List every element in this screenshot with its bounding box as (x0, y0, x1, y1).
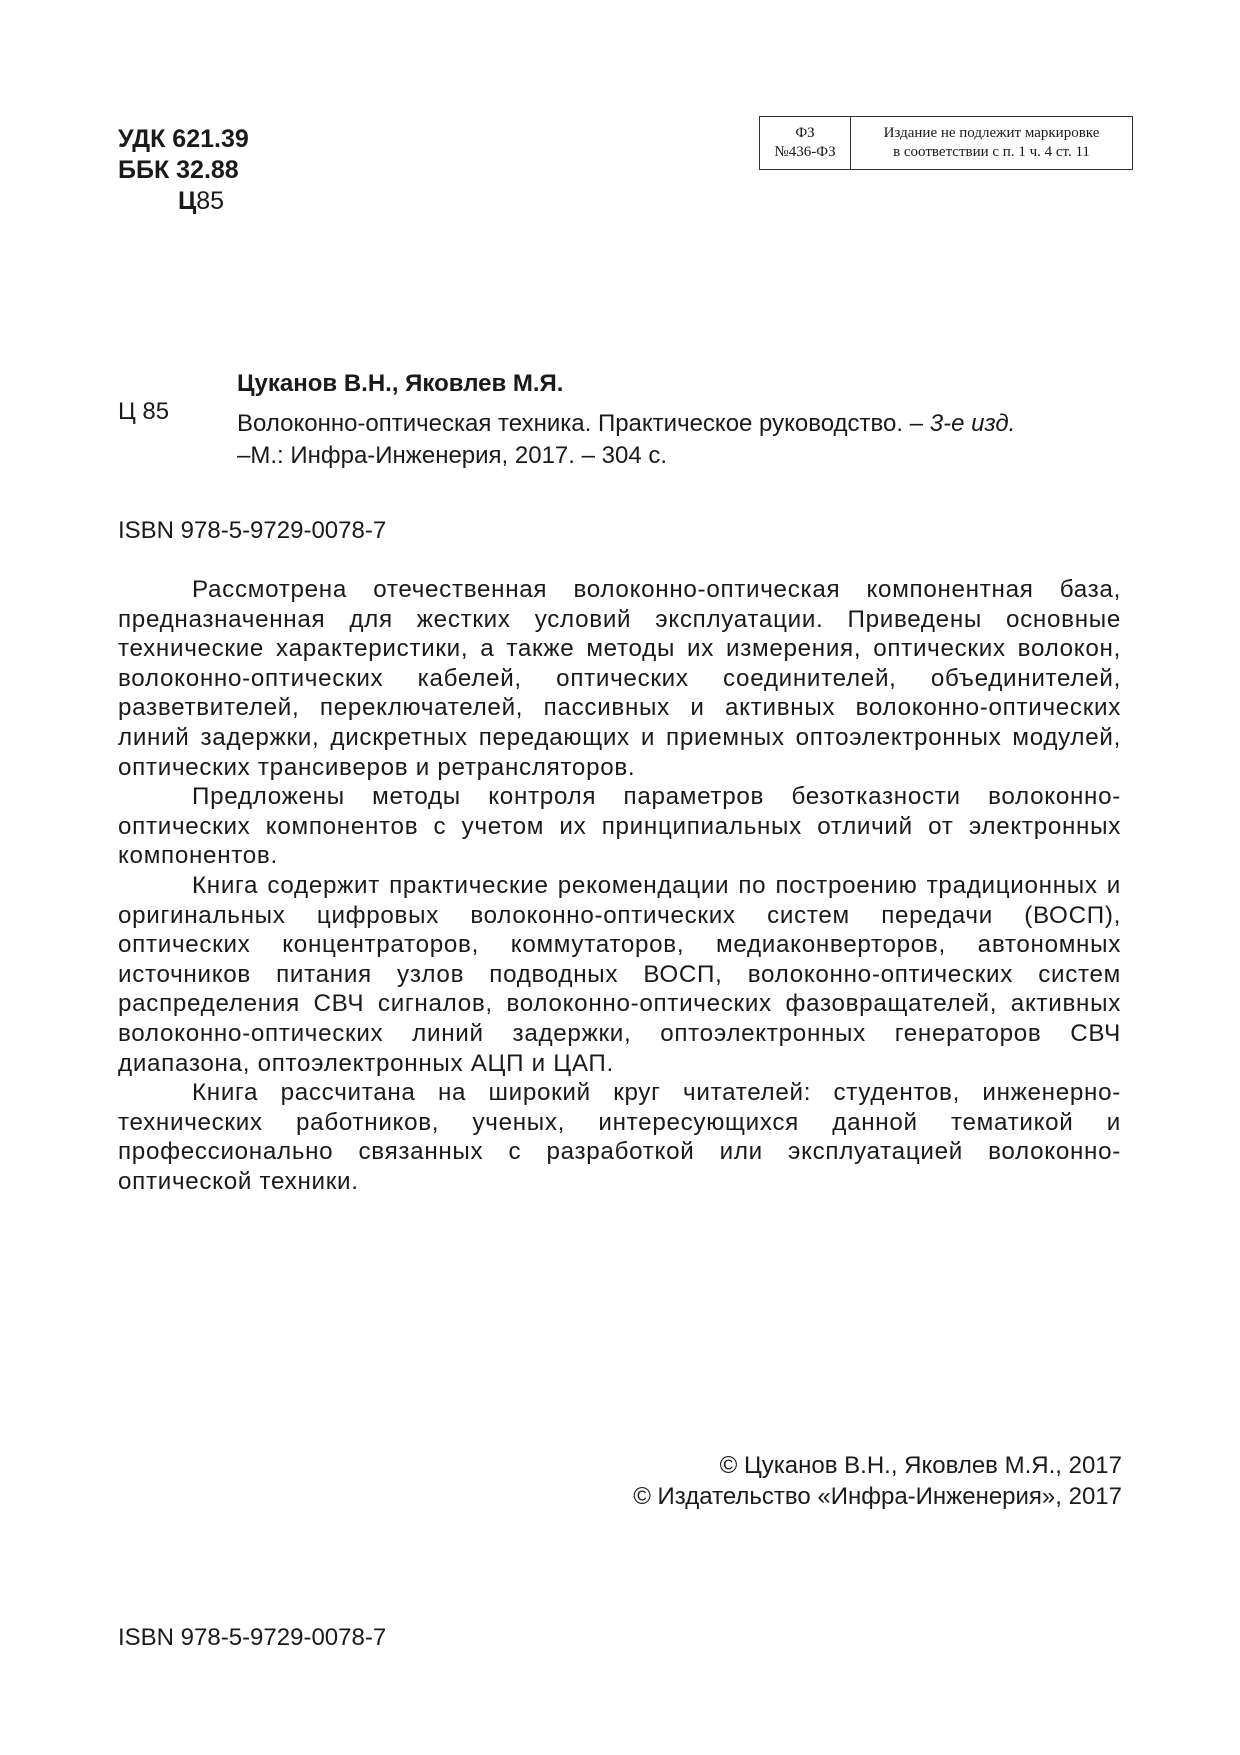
abstract-paragraph: Предложены методы контроля параметров безотказности волоконно-оптических компонентов с учетом их принципиальных отличий от электронных компонентов. (118, 783, 1121, 870)
book-edition: 3-е изд. (929, 410, 1016, 437)
abstract (118, 575, 1121, 1196)
marking-box (759, 116, 1133, 170)
copyright-authors: © Цуканов В.Н., Яковлев М.Я., 2017 (719, 1452, 1122, 1479)
copyright-publisher: © Издательство «Инфра-Инженерия», 2017 (633, 1483, 1122, 1510)
classification-block (118, 124, 249, 217)
book-title: Волоконно-оптическая техника. Практическое руководство. – (237, 410, 930, 437)
book-authors: Цуканов В.Н., Яковлев М.Я. (237, 370, 564, 397)
bibliographic-reference (237, 368, 1137, 472)
book-imprint: –М.: Инфра-Инженерия, 2017. – 304 с. (237, 442, 667, 469)
udk-code: УДК 621.39 (118, 125, 249, 153)
marking-box-note-line2: в соответствии с п. 1 ч. 4 ст. 11 (893, 144, 1090, 160)
author-sign-letter: Ц (178, 187, 197, 215)
cutter-number: Ц 85 (118, 398, 170, 425)
abstract-paragraph: Рассмотрена отечественная волоконно-оптическая компонентная база, предназначенная для жестких условий эксплуатации. Приведены основные технические характеристики, а также методы их измерения, оптических волокон, волоконно-оптических кабелей, оптических соединителей, объединителей, разветвителей, переключателей, пассивных и активных волоконно-оптических линий задержки, дискретных передающих и приемных оптоэлектронных модулей, оптических трансиверов и ретрансляторов. (118, 576, 1121, 781)
isbn-top: ISBN 978-5-9729-0078-7 (118, 517, 387, 544)
author-sign-number: 85 (196, 187, 225, 215)
marking-box-law (760, 117, 851, 169)
marking-box-law-line1: ФЗ (795, 125, 815, 141)
isbn-bottom: ISBN 978-5-9729-0078-7 (118, 1624, 387, 1651)
marking-box-note-line1: Издание не подлежит маркировке (883, 125, 1100, 141)
bbk-code: ББК 32.88 (118, 156, 239, 184)
copyright-block (633, 1450, 1122, 1512)
abstract-paragraph: Книга содержит практические рекомендации по построению традиционных и оригинальных цифровых волоконно-оптических систем передачи (ВОСП), оптических концентраторов, коммутаторов, медиаконверторов, автономных источников питания узлов подводных ВОСП, волоконно-оптических систем распределения СВЧ сигналов, волоконно-оптических фазовращателей, активных волоконно-оптических линий задержки, оптоэлектронных генераторов СВЧ диапазона, оптоэлектронных АЦП и ЦАП. (118, 871, 1121, 1077)
author-sign (118, 186, 249, 217)
book-title-line (237, 408, 1137, 440)
marking-box-note (851, 117, 1132, 169)
marking-box-law-line2: №436-ФЗ (774, 144, 836, 160)
abstract-paragraph: Книга рассчитана на широкий круг читателей: студентов, инженерно-технических работников, ученых, интересующихся данной тематикой и профессионально связанных с разработкой или эксплуатацией волоконно-оптической техники. (118, 1079, 1121, 1195)
